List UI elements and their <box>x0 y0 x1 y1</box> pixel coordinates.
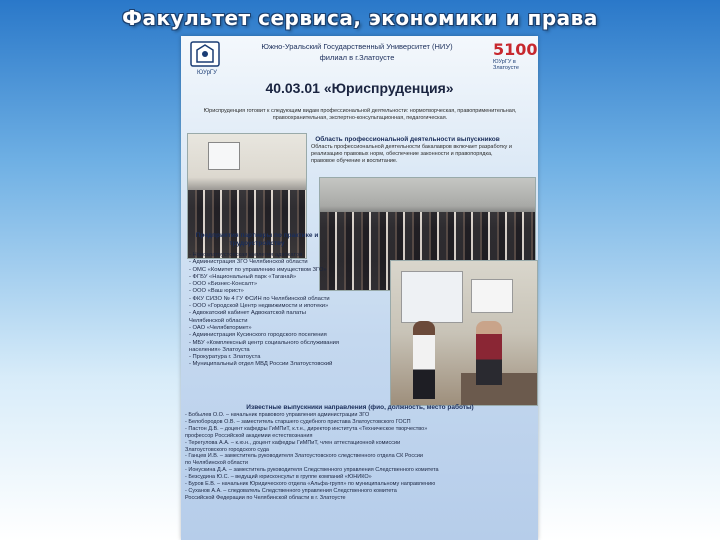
projector-screen <box>401 271 463 323</box>
anniversary-number: 5100 <box>493 40 538 59</box>
university-logo <box>187 40 223 80</box>
partners-list <box>189 252 389 369</box>
list-item: - Буров Е.В. – начальник Юридического отдела «Альфа-групп» по муниципальному направлению <box>185 481 436 488</box>
logo-caption: ЮУрГУ <box>196 70 217 76</box>
list-item: - ООО «Городской Центр недвижимости и ипотеки» <box>189 303 329 310</box>
field-text: Область профессиональной деятельности бакалавров включает разработку и реализацию правовых норм, обеспечение законности и правопорядка, правовое обучение и воспитание. <box>311 144 512 164</box>
presenter-female <box>413 321 435 399</box>
list-item: - Белобородов О.В. – заместитель старшего судебного пристава Златоустовского ГОСП <box>185 418 411 425</box>
list-item: населения» Златоуста <box>189 346 250 353</box>
list-item: - Новозлатоустовская коллегия адвокатов <box>189 252 303 258</box>
list-item: - ОМС «Комитет по управлению имуществом ЗГО» <box>189 266 327 273</box>
list-item: Российской Федерации по Челябинской области в г. Златоусте <box>185 494 346 501</box>
anniversary-logo <box>493 40 538 78</box>
university-line-1: Южно-Уральский Государственный Университет (НИУ) <box>261 42 453 51</box>
list-item: профессор Российской академии естествознания <box>185 432 313 439</box>
graduates-list <box>185 412 535 502</box>
list-item: - Адвокатский кабинет Адвокатской палаты <box>189 310 306 317</box>
list-item: - Терегулова А.А. – к.ю.н., доцент кафедры ГиМПиТ, член аттестационной комиссии <box>185 439 401 446</box>
list-item: - ОАО «Челябвтормет» <box>189 324 252 331</box>
graduates-heading: Известные выпускники направления (фио, должность, место работы) <box>246 404 474 411</box>
list-item: - Бобылев О.О. – начальник правового управления администрации ЗГО <box>185 412 370 418</box>
list-item: - Муниципальный отдел МВД России Златоустовский <box>189 361 333 368</box>
list-item: - Администрация Кусинского городского поселения <box>189 332 327 339</box>
university-line-2: филиал в г.Златоусте <box>319 53 395 62</box>
university-name <box>227 42 487 62</box>
list-item: - Прокуратура г. Златоуста <box>189 354 261 361</box>
list-item: Челябинской области <box>189 317 248 324</box>
list-item: - Ганцев И.В. – заместитель руководителя Златоустовского следственного отдела СК России <box>185 453 423 460</box>
list-item: Златоустовского городского суда <box>185 446 269 453</box>
list-item: - ООО «Бизнес-Консалт» <box>189 281 258 288</box>
poster <box>181 36 538 540</box>
list-item: - Безсудина Ю.С. – ведущий юрисконсульт в группе компаний «ЮНИКО» <box>185 474 372 481</box>
list-item: - МБУ «Комплексный центр социального обслуживания <box>189 339 340 346</box>
partners-heading: Предприятия партнеры по практике и трудоустройству <box>195 232 319 247</box>
list-item: - Суханов А.А. – следователь Следственного управления Следственного комитета <box>185 487 397 494</box>
poster-board <box>471 279 513 313</box>
list-item: - ФГБУ «Национальный парк «Таганай» <box>189 273 297 280</box>
presenter-male <box>476 321 502 385</box>
presentation-photo <box>390 260 538 406</box>
list-item: - Ионускина Д.А. – заместитель руководителя Следственного управления Следственного комитета <box>185 467 439 474</box>
slide-title: Факультет сервиса, экономики и права <box>122 6 598 30</box>
list-item: - Администрация ЗГО Челябинской области <box>189 259 308 266</box>
list-item: - Пастон Д.В. – доцент кафедры ГиМПиТ, к.т.н., директор института «Техническое творчество» <box>185 425 428 432</box>
list-item: по Челябинской области <box>185 460 249 467</box>
projector-screen <box>208 142 240 170</box>
crest-icon <box>187 40 223 70</box>
list-item: - ООО «Ваш юрист» <box>189 288 244 295</box>
field-heading: Область профессиональной деятельности выпускников <box>315 136 500 143</box>
specialty-title: 40.03.01 «Юриспруденция» <box>265 80 454 96</box>
list-item: - ФКУ СИЗО № 4 ГУ ФСИН по Челябинской области <box>189 295 330 302</box>
intro-text: Юриспруденция готовит к следующим видам профессиональной деятельности: нормотворческая, правоприменительная, правоохранительная, экспертно-консультационная, педагогическая. <box>203 108 517 121</box>
anniversary-caption: ЮУрГУ в Златоусте <box>493 59 519 71</box>
